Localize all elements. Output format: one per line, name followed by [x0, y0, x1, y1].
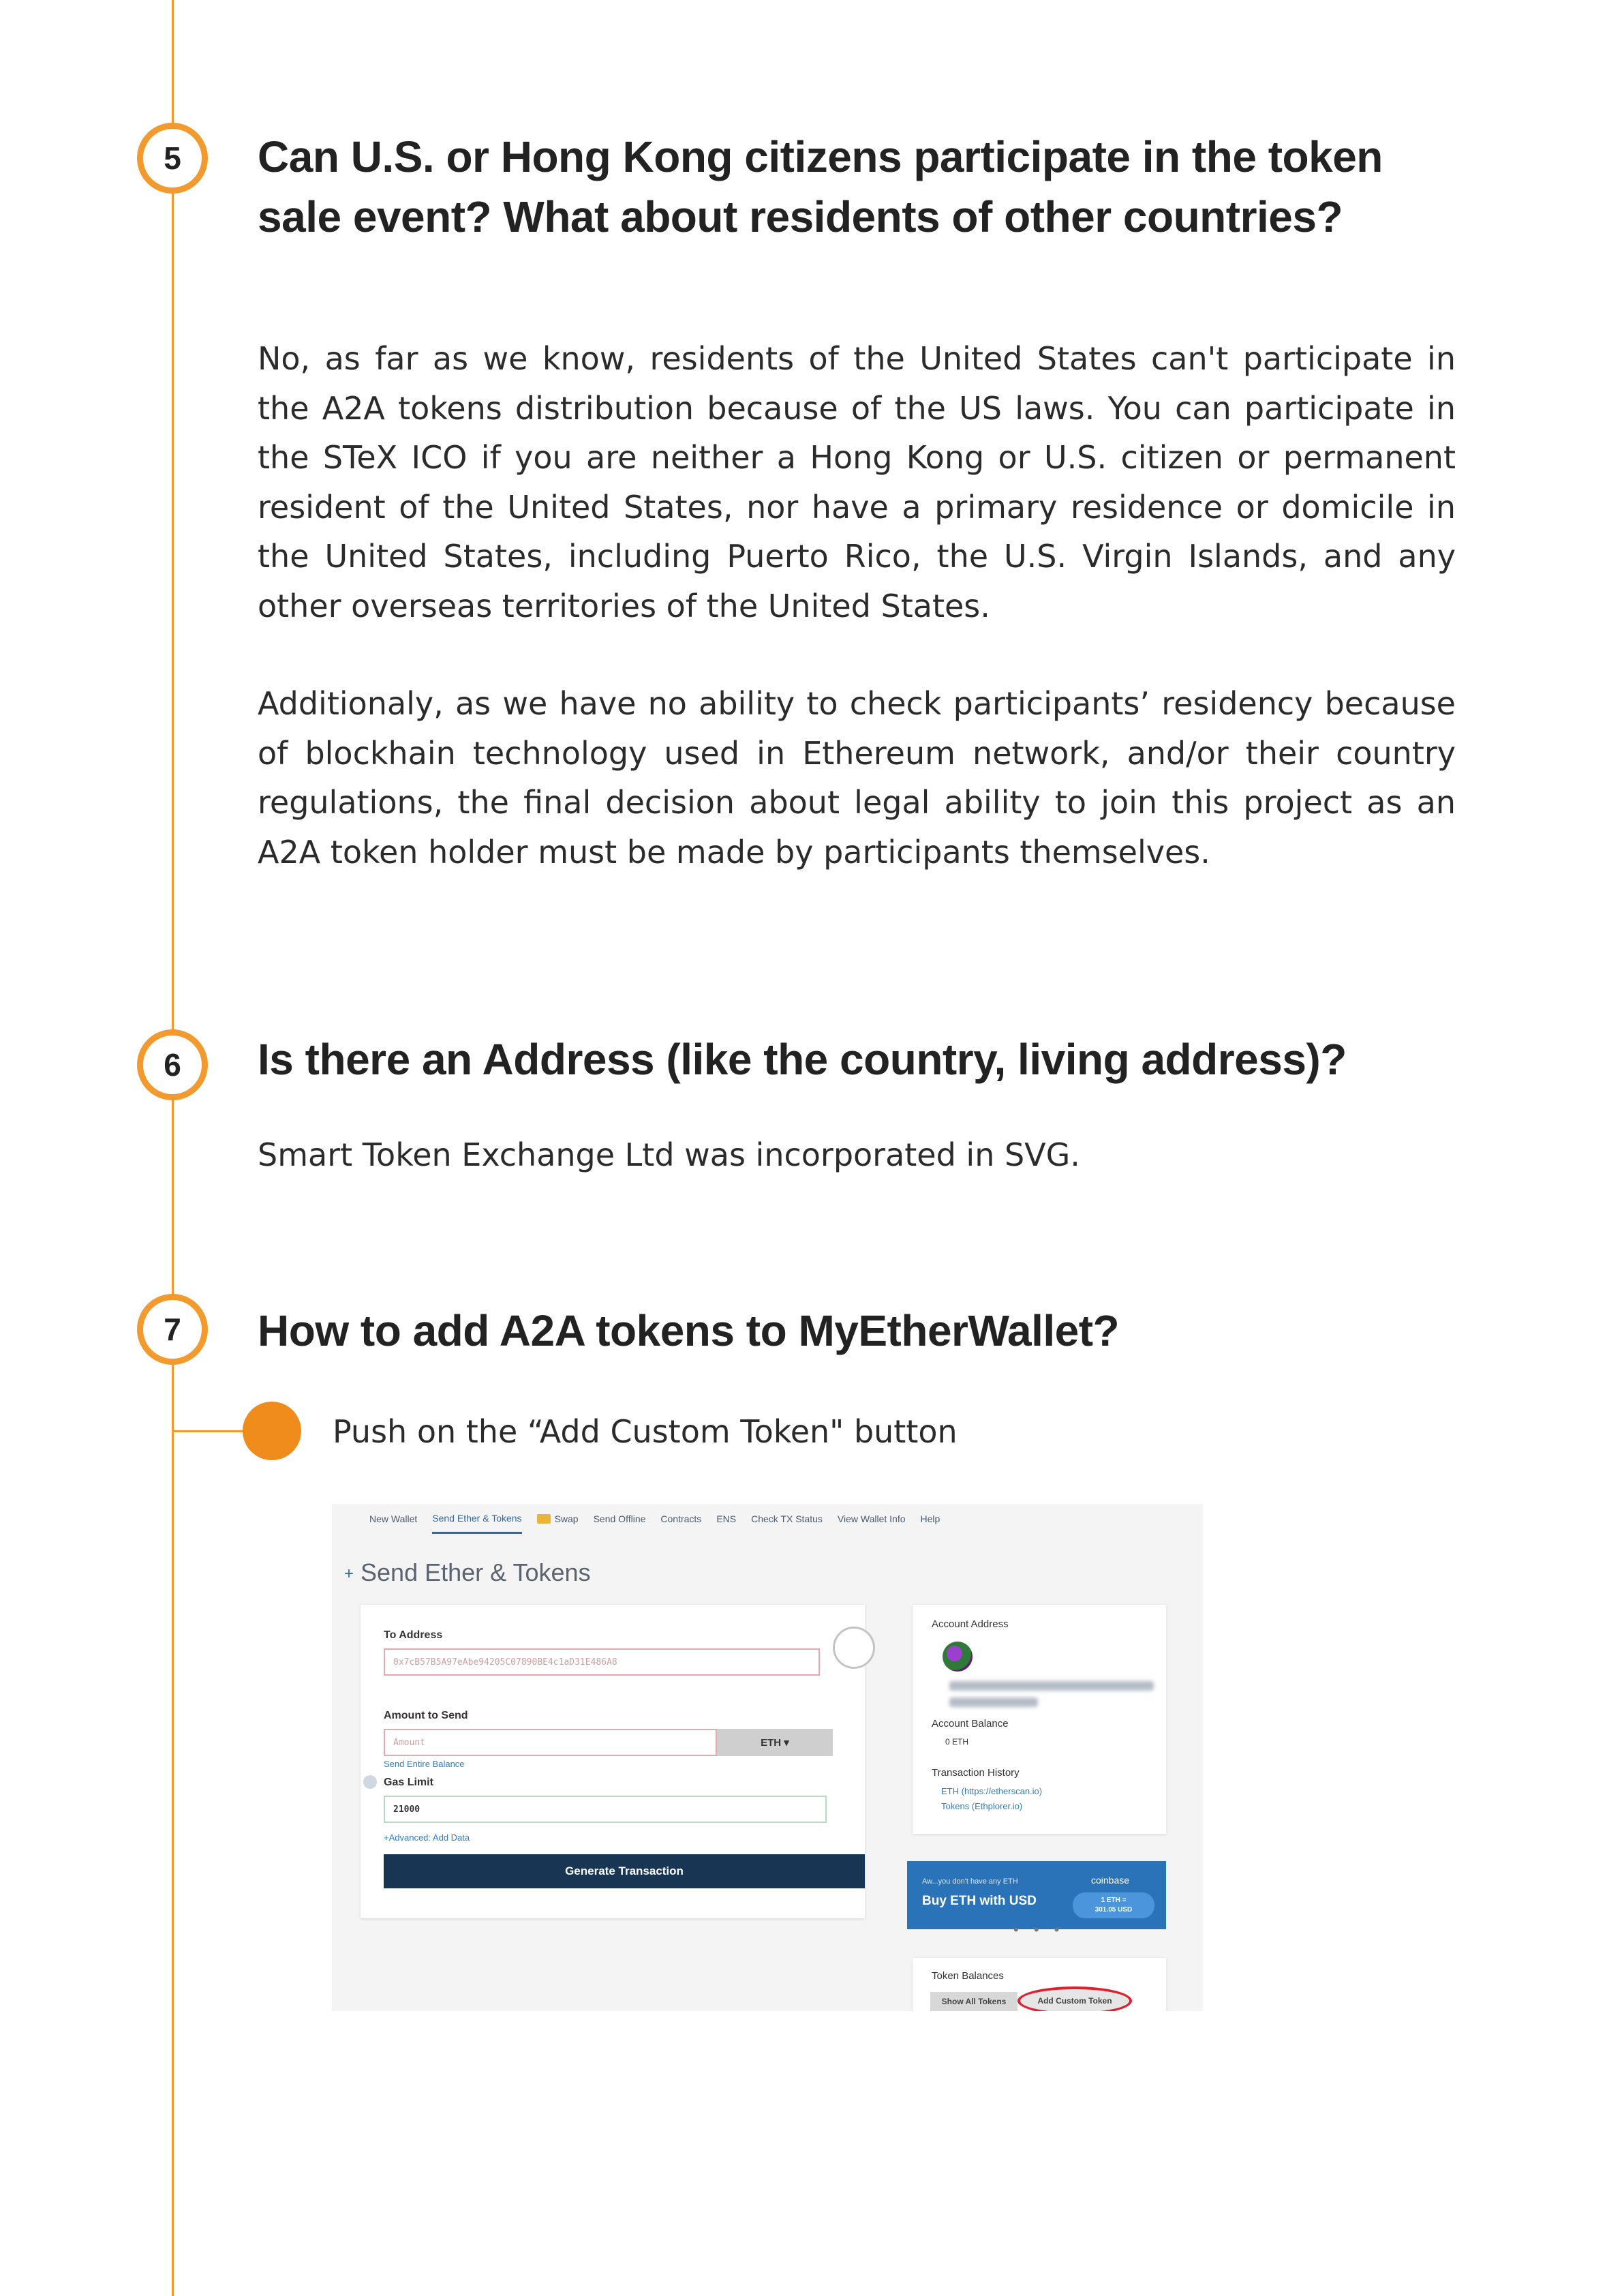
swap-icon [537, 1514, 551, 1524]
nav-check-tx-status[interactable]: Check TX Status [751, 1513, 823, 1524]
nav-contracts[interactable]: Contracts [660, 1513, 702, 1524]
question-5-line-2: sale event? What about residents of other countries? [258, 192, 1343, 241]
account-address-label: Account Address [932, 1618, 1009, 1630]
gas-limit-label: Gas Limit [384, 1777, 433, 1788]
buy-eth-note: Aw...you don't have any ETH [922, 1877, 1018, 1886]
myetherwallet-screenshot [332, 1504, 1203, 2011]
question-6-title: Is there an Address (like the country, living address)? [258, 1035, 1347, 1084]
account-address-blurred [949, 1681, 1154, 1691]
nav-swap[interactable] [537, 1504, 579, 1534]
timeline-line [172, 0, 174, 2296]
to-address-input[interactable]: 0x7cB57B5A97eAbe94205C07890BE4c1aD31E486A8 [384, 1648, 820, 1676]
to-address-label: To Address [384, 1629, 443, 1641]
buy-eth-title: Buy ETH with USD [922, 1894, 1037, 1908]
token-balances-label: Token Balances [932, 1970, 1004, 1982]
account-address-blurred-2 [949, 1697, 1038, 1707]
show-all-tokens-button[interactable]: Show All Tokens [930, 1992, 1017, 2011]
nav-send-ether-tokens[interactable]: Send Ether & Tokens [432, 1504, 521, 1534]
address-identicon-placeholder [833, 1627, 875, 1669]
add-custom-token-button[interactable]: Add Custom Token [1017, 1987, 1132, 2011]
tx-history-tokens-link[interactable]: Tokens (Ethplorer.io) [941, 1801, 1023, 1811]
step-number-7: 7 [137, 1294, 208, 1365]
answer-5-paragraph-2: Additionaly, as we have no ability to check participants’ residency because of blockhain technology used in Ethereum network, and/or their country regulations, the final decision about legal ability to join this project as an A2A token holder must be made by participants themselves. [258, 685, 1456, 871]
answer-5-paragraph-1: No, as far as we know, residents of the United States can't participate in the A2A tokens distribution because of the US laws. You can participate in the STeX ICO if you are neither a Hong Kong or U.S. citizen or permanent resident of the United States, nor have a primary residence or domicile in the United States, including Puerto Rico, the U.S. Virgin Islands, and any other overseas territories of the United States. [258, 340, 1456, 624]
tx-history-eth-link[interactable]: ETH (https://etherscan.io) [941, 1786, 1043, 1796]
question-5-title [258, 127, 1457, 247]
step-number-5: 5 [137, 123, 208, 194]
send-entire-balance-link[interactable]: Send Entire Balance [384, 1759, 465, 1769]
account-identicon [943, 1642, 973, 1672]
nav-view-wallet-info[interactable]: View Wallet Info [837, 1513, 906, 1524]
currency-select[interactable]: ETH ▾ [717, 1729, 833, 1756]
info-icon [363, 1775, 377, 1789]
coinbase-logo: coinbase [1091, 1875, 1130, 1886]
step-bullet-dot [243, 1402, 301, 1460]
answer-6-paragraph: Smart Token Exchange Ltd was incorporated in SVG. [258, 1136, 1080, 1173]
account-balance-label: Account Balance [932, 1718, 1009, 1729]
question-7-title: How to add A2A tokens to MyEtherWallet? [258, 1306, 1120, 1355]
step-number-6: 6 [137, 1029, 208, 1100]
gas-limit-input[interactable]: 21000 [384, 1796, 827, 1823]
mew-page-title-text: Send Ether & Tokens [361, 1558, 591, 1586]
nav-new-wallet[interactable]: New Wallet [369, 1513, 418, 1524]
mew-page-title [344, 1558, 591, 1587]
generate-transaction-button[interactable]: Generate Transaction [384, 1854, 865, 1888]
eth-rate-pill[interactable] [1073, 1892, 1154, 1918]
question-5-line-1: Can U.S. or Hong Kong citizens participate in the token [258, 132, 1383, 181]
nav-ens[interactable]: ENS [716, 1513, 737, 1524]
amount-label: Amount to Send [384, 1710, 468, 1721]
nav-swap-label: Swap [554, 1513, 579, 1524]
nav-send-offline[interactable]: Send Offline [593, 1513, 646, 1524]
account-balance-value: 0 ETH [945, 1737, 969, 1747]
eth-rate-line-2: 301.05 USD [1095, 1906, 1133, 1914]
buy-eth-card[interactable] [907, 1861, 1166, 1929]
transaction-history-label: Transaction History [932, 1767, 1020, 1779]
carousel-dots[interactable]: • • • [1013, 1921, 1065, 1938]
advanced-add-data-link[interactable]: +Advanced: Add Data [384, 1832, 470, 1843]
plus-icon: + [344, 1565, 354, 1584]
step-1-instruction: Push on the “Add Custom Token" button [333, 1413, 958, 1450]
amount-input[interactable]: Amount [384, 1729, 717, 1756]
eth-rate-line-1: 1 ETH = [1101, 1897, 1127, 1904]
nav-help[interactable]: Help [920, 1513, 940, 1524]
mew-nav-bar [332, 1504, 1203, 1534]
